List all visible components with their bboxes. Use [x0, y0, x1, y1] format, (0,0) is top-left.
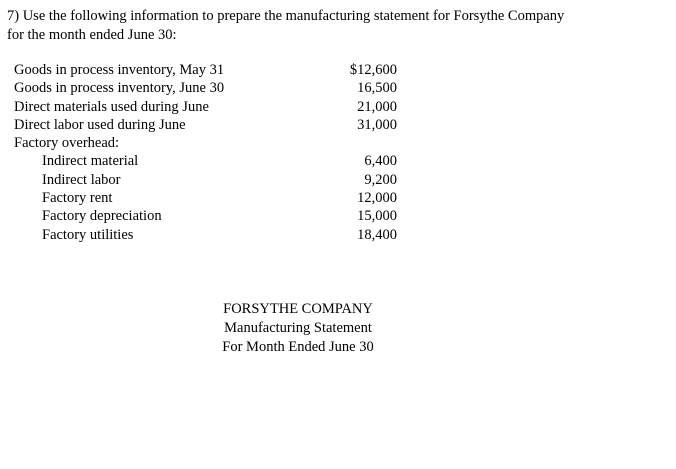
overhead-row — [14, 189, 404, 207]
row-label: Factory rent — [42, 190, 113, 207]
cost-data-table — [14, 61, 404, 244]
question-line-1: 7) Use the following information to prepare the manufacturing statement for Forsythe Company — [7, 8, 565, 24]
overhead-row — [14, 226, 404, 244]
row-amount: 6,400 — [364, 153, 397, 170]
row-label: Direct labor used during June — [14, 116, 186, 133]
row-label: Indirect material — [42, 153, 139, 170]
row-amount: 9,200 — [364, 171, 397, 188]
data-row — [14, 98, 404, 116]
question-line-2: for the month ended June 30: — [7, 27, 177, 43]
row-label: Goods in process inventory, May 31 — [14, 62, 225, 78]
row-amount: 18,400 — [357, 226, 397, 243]
row-amount: $12,600 — [349, 62, 397, 78]
statement-heading — [200, 300, 396, 357]
overhead-row — [14, 207, 404, 225]
row-label: Indirect labor — [42, 171, 121, 188]
row-amount: 21,000 — [357, 98, 397, 115]
company-name: FORSYTHE COMPANY — [223, 301, 373, 317]
row-amount: 16,500 — [357, 80, 397, 97]
overhead-row — [14, 171, 404, 189]
row-label: Direct materials used during June — [14, 98, 209, 115]
row-amount: 12,000 — [357, 190, 397, 207]
data-row — [14, 61, 404, 79]
row-label: Factory utilities — [42, 226, 134, 243]
data-row — [14, 79, 404, 97]
data-row — [14, 116, 404, 134]
question-text — [7, 7, 657, 45]
row-amount: 15,000 — [357, 208, 397, 225]
row-amount: 31,000 — [357, 116, 397, 133]
statement-title: Manufacturing Statement — [224, 320, 372, 336]
overhead-header-label: Factory overhead: — [14, 135, 120, 152]
overhead-header-row — [14, 134, 404, 152]
statement-period: For Month Ended June 30 — [222, 339, 374, 355]
row-label: Factory depreciation — [42, 208, 162, 225]
row-label: Goods in process inventory, June 30 — [14, 80, 225, 97]
overhead-row — [14, 152, 404, 170]
